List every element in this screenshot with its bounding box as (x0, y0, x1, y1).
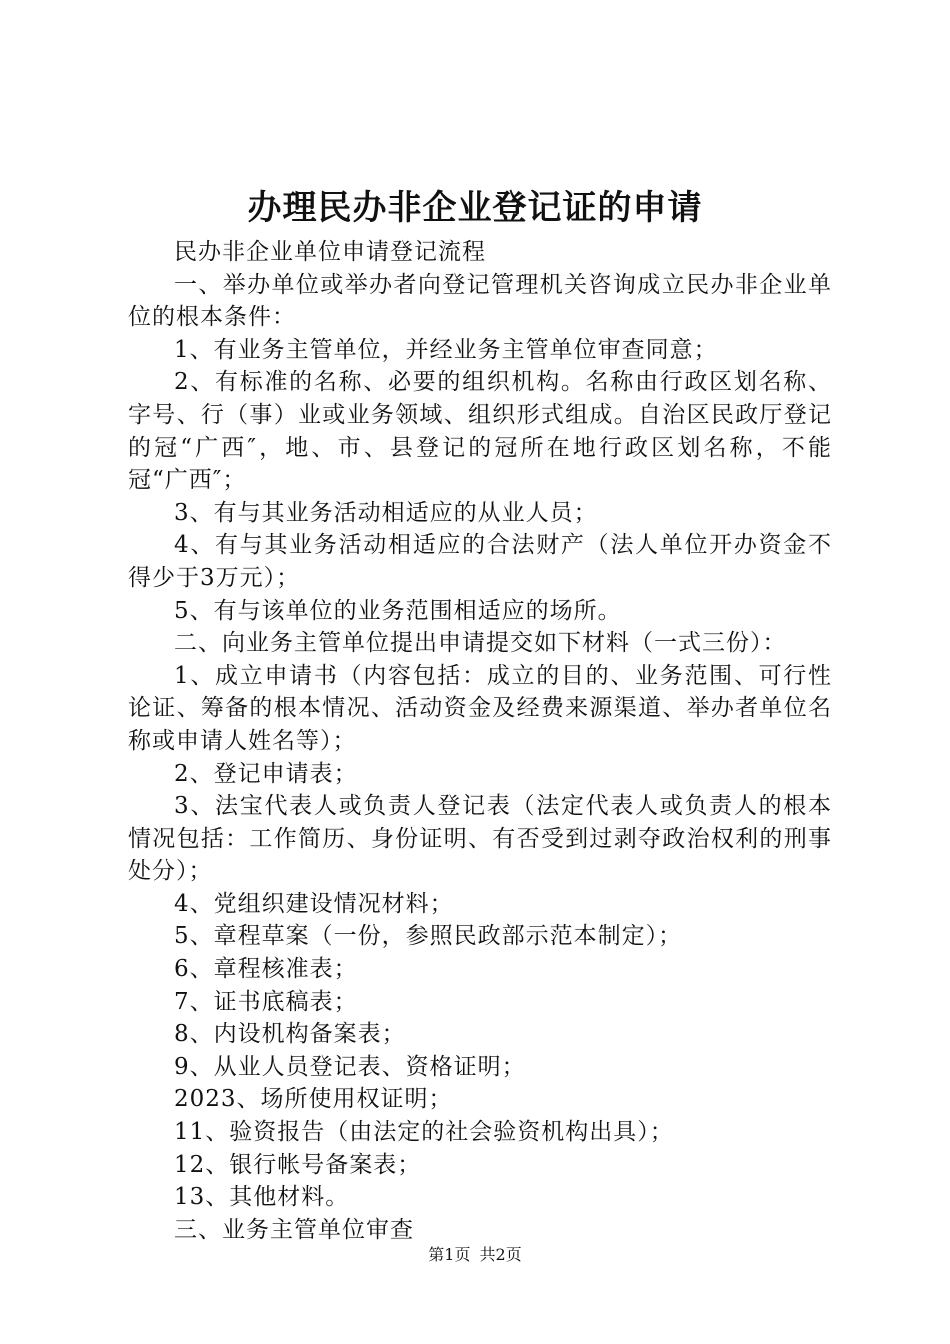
paragraph: 13、其他材料。 (174, 1184, 350, 1211)
document-body (128, 236, 832, 1246)
paragraph: 1、有业务主管单位，并经业务主管单位审查同意； (174, 336, 718, 363)
paragraph: 5、有与该单位的业务范围相适应的场所。 (174, 597, 622, 624)
paragraph: 2、登记申请表； (174, 760, 358, 787)
page-footer (0, 1244, 950, 1266)
paragraph: 6、章程核准表； (174, 956, 358, 983)
paragraph: 3、有与其业务活动相适应的从业人员； (174, 499, 598, 526)
paragraph: 三、业务主管单位审查 (174, 1216, 414, 1243)
paragraph: 8、内设机构备案表； (174, 1021, 406, 1048)
document-title: 办理民办非企业登记证的申请 (247, 188, 703, 228)
paragraph: 12、银行帐号备案表； (174, 1151, 422, 1178)
paragraph: 9、从业人员登记表、资格证明； (174, 1053, 526, 1080)
paragraph: 3、法宝代表人或负责人登记表（法定代表人或负责人的根本情况包括：工作简历、身份证明、有否受到过剥夺政治权利的刑事处分）； (128, 793, 832, 885)
paragraph: 1、成立申请书（内容包括：成立的目的、业务范围、可行性论证、筹备的根本情况、活动资金及经费来源渠道、举办者单位名称或申请人姓名等）； (128, 662, 832, 754)
page-total: 共2页 (479, 1245, 522, 1264)
paragraph: 二、向业务主管单位提出申请提交如下材料（一式三份）： (174, 630, 787, 657)
paragraph: 4、有与其业务活动相适应的合法财产（法人单位开办资金不得少于3万元）； (128, 532, 832, 591)
paragraph: 5、章程草案（一份，参照民政部示范本制定）； (174, 923, 683, 950)
paragraph: 7、证书底稿表； (174, 988, 358, 1015)
paragraph: 民办非企业单位申请登记流程 (174, 239, 486, 265)
paragraph: 一、举办单位或举办者向登记管理机关咨询成立民办非企业单位的根本条件： (128, 271, 832, 331)
paragraph: 2023、场所使用权证明； (174, 1086, 453, 1113)
page-number: 第1页 (428, 1245, 471, 1264)
paragraph: 4、党组织建设情况材料； (174, 890, 454, 917)
paragraph: 11、验资报告（由法定的社会验资机构出具）； (174, 1119, 674, 1146)
paragraph: 2、有标准的名称、必要的组织机构。名称由行政区划名称、字号、行（事）业或业务领域、组织形式组成。自治区民政厅登记的冠“广西″，地、市、县登记的冠所在地行政区划名称，不能冠“广西″； (128, 369, 832, 494)
